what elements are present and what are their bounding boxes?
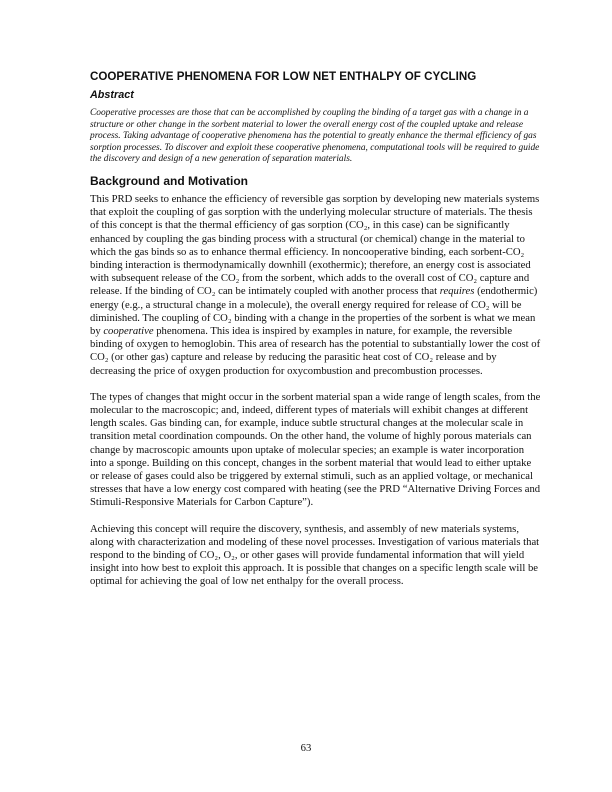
body-paragraph-2: The types of changes that might occur in the sorbent material span a wide range of length scales, from the molecular to the macroscopic; and, indeed, different types of materials will exhibit changes at different length scales. Gas binding can, for example, induce subtle structural changes at the molecular scale in transition metal coordination compounds. On the other hand, the volume of highly porous materials can change by macroscopic amounts upon uptake of molecular species; an example is water incorporation into a sponge. Building on this concept, changes in the sorbent material that would lead to either uptake or release of gases could also be triggered by external stimuli, such as an applied voltage, or mechanical stresses that have a low energy cost compared with heating (see the PRD “Alternative Driving Forces and Stimuli-Responsive Materials for Carbon Capture”).	[90, 391, 541, 509]
body-paragraph-1: This PRD seeks to enhance the efficiency of reversible gas sorption by developing new materials systems that exploit the coupling of gas sorption with the underlying molecular structure of materials. The thesis of this concept is that the thermal efficiency of gas sorption (CO₂, in this case) can be significantly enhanced by coupling the gas binding process with a structural (or chemical) change in the material to which the gas binds so as to enhance thermal efficiency. In noncooperative binding, each sorbent-CO₂ binding interaction is thermodynamically downhill (exothermic); therefore, an energy cost is associated with subsequent release of the CO₂ from the sorbent, which adds to the overall cost of CO₂ capture and release. If the binding of CO₂ can be intimately coupled with another process that requires (endothermic) energy (e.g., a structural change in a molecule), the overall energy required for release of CO₂ will be diminished. The coupling of CO₂ binding with a change in the properties of the sorbent is what we mean by cooperative phenomena. This idea is inspired by examples in nature, for example, the reversible binding of oxygen to hemoglobin. This area of research has the potential to substantially lower the cost of CO₂ (or other gas) capture and release by reducing the parasitic heat cost of CO₂ release and by decreasing the price of oxygen production for oxycombustion and precombustion processes.	[90, 193, 541, 377]
page-number: 63	[300, 743, 312, 754]
document-title: COOPERATIVE PHENOMENA FOR LOW NET ENTHALPY OF CYCLING	[90, 70, 477, 83]
body-paragraph-3: Achieving this concept will require the discovery, synthesis, and assembly of new materials systems, along with characterization and modeling of these novel processes. Investigation of various materials that respond to the binding of CO₂, O₂, or other gases will provide fundamental information that will yield insight into how best to exploit this approach. It is possible that changes on a specific length scale will be optimal for achieving the goal of low net enthalpy for the overall process.	[90, 523, 540, 588]
page-content	[90, 70, 542, 602]
abstract-heading: Abstract	[90, 89, 134, 101]
abstract-text: Cooperative processes are those that can be accomplished by coupling the binding of a target gas with a change in a structure or other change in the sorbent material to lower the overall energy cost of the coupled uptake and release process. Taking advantage of cooperative phenomena has the potential to greatly enhance the thermal efficiency of gas sorption processes. To discover and exploit these cooperative phenomena, computational tools will be required to guide the discovery and design of a new generation of separation materials.	[90, 108, 540, 165]
section-heading: Background and Motivation	[90, 173, 249, 188]
